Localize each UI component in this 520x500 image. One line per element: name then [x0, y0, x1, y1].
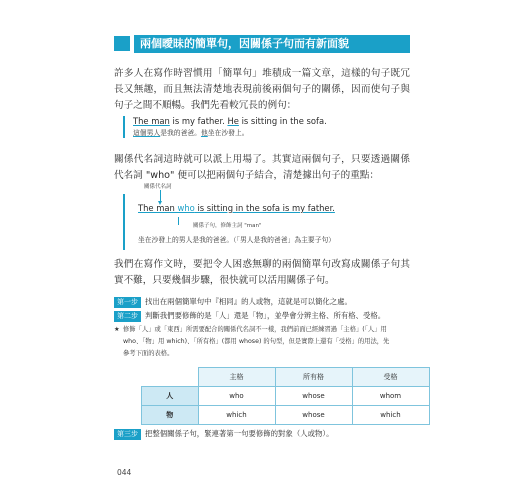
table-cell: which [352, 406, 429, 425]
example2-chinese: 坐在沙發上的男人是我的爸爸。（「男人是我的爸爸」為主要子句） [138, 236, 336, 244]
book-icon [114, 36, 130, 51]
page-number: 044 [117, 468, 132, 477]
table-header: 主格 [198, 368, 275, 387]
step-three [114, 428, 333, 440]
row-label: 人 [142, 387, 199, 406]
table-header: 所有格 [275, 368, 352, 387]
step-tag: 第三步 [114, 429, 141, 440]
steps-intro-paragraph: 我們在寫作文時，要把令人困惑無聊的兩個簡單句改寫成關係子句其實不難，只要幾個步驟，很快就可以活用關係子句。 [114, 259, 410, 286]
pronoun-case-table [141, 367, 430, 425]
example1-chinese: 這個男人是我的爸爸。他坐在沙發上。 [133, 129, 249, 137]
table-cell: whose [275, 406, 352, 425]
table-header-row [142, 368, 430, 387]
section-title: 兩個曖昧的簡單句，因關係子句而有新面貌 [134, 35, 410, 53]
star-icon: ★ [114, 326, 120, 333]
example2-english: The man who is sitting in the sofa is my father. [138, 203, 335, 213]
step-two [114, 310, 385, 322]
up-arrow-icon [178, 217, 179, 225]
relative-pronoun-paragraph: 關係代名詞這時就可以派上用場了。其實這兩個句子，只要透過關係代名詞 "who" 便可以把兩個句子結合，清楚據出句子的重點： [114, 154, 410, 181]
table-cell: which [198, 406, 275, 425]
step-text: 判斷我們要修飾的是「人」還是「物」，並學會分辨主格、所有格、受格。 [145, 311, 386, 320]
table-header: 受格 [352, 368, 429, 387]
step-text: 把整個關係子句，緊連著第一句要修飾的對象（人或物）。 [145, 429, 334, 438]
example-accent-bar [123, 194, 125, 250]
label-relative-pronoun: 關係代名詞 [144, 184, 172, 190]
table-row [142, 406, 430, 425]
step-tag: 第二步 [114, 311, 141, 322]
label-relative-clause: 關係子句，修飾主詞 "man" [193, 223, 262, 229]
example1-english: The man is my father. He is sitting in the sofa. [133, 116, 327, 126]
table-cell: who [198, 387, 275, 406]
down-arrow-icon [160, 190, 161, 202]
table-cell: whose [275, 387, 352, 406]
example-relative-clause [123, 181, 383, 251]
example-simple-sentences [123, 116, 365, 138]
table-cell: whom [352, 387, 429, 406]
row-label: 物 [142, 406, 199, 425]
section-header [114, 35, 410, 53]
note [114, 324, 394, 360]
step-text: 找出在兩個簡單句中『相同』的人或物，這就是可以簡化之處。 [145, 297, 352, 306]
step-tag: 第一步 [114, 297, 141, 308]
note-text: 修飾「人」或「東西」所需要配合的關係代名詞不一樣，我們前面已經練習過「主格」(「人」用 who、「物」用 which)、「所有格」(都用 whose) 的句型，但是實際上還有「受格」的用法，先參考下面的表格。 [123, 326, 390, 357]
intro-paragraph: 許多人在寫作時習慣用「簡單句」堆積成一篇文章，這樣的句子既冗長又無趣，而且無法清楚地表現前後兩個句子的關係，因而使句子與句子之間不順暢。我們先看較冗長的例句： [114, 68, 410, 111]
step-one [114, 296, 352, 308]
table-corner [142, 368, 199, 387]
table-row [142, 387, 430, 406]
